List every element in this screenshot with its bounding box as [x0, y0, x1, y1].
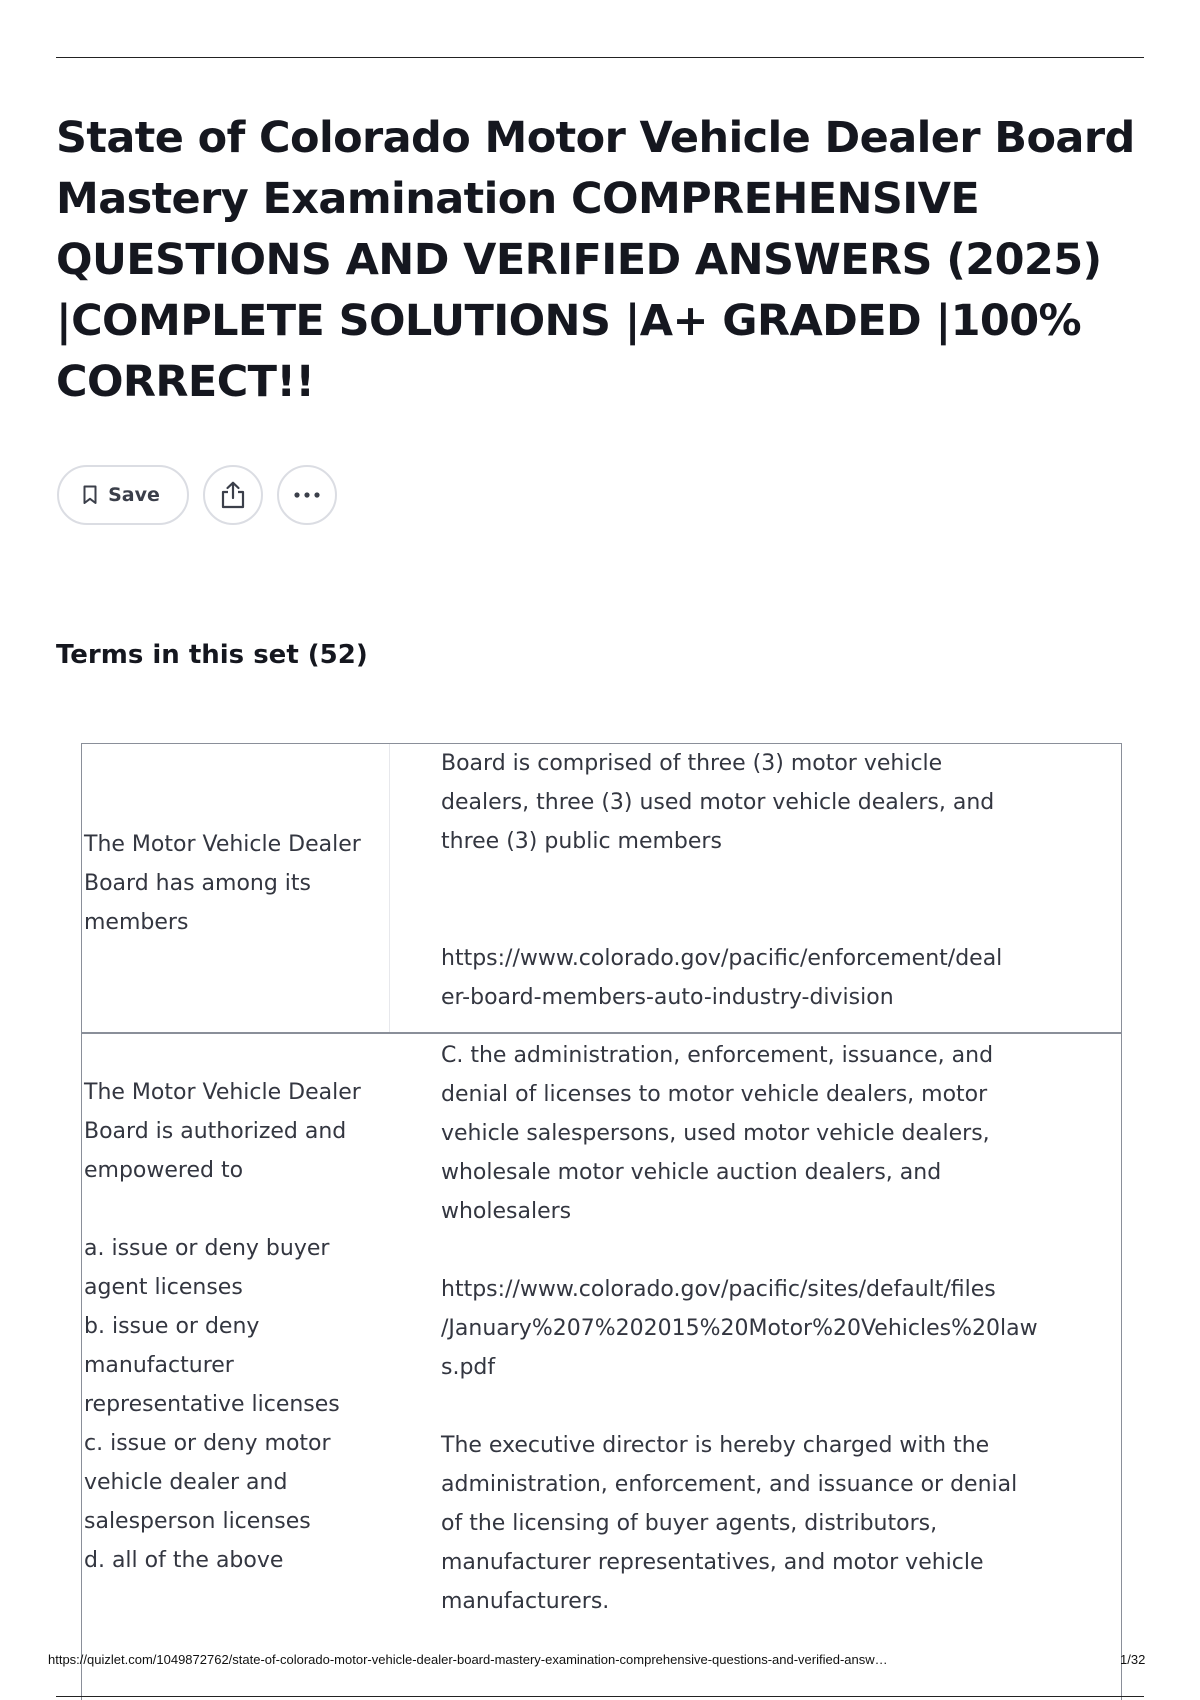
definition-text: Board is comprised of three (3) motor vehicle dealers, three (3) used motor vehicle dealers, and three (3) public members https://www.colorado.gov/pacific/enforcement/deal er-board-members-auto-industry-division: [441, 751, 1003, 1010]
save-label: Save: [108, 484, 160, 506]
bookmark-icon: [82, 485, 98, 505]
header-divider: [56, 57, 1144, 58]
term-text: The Motor Vehicle Dealer Board is authorized and empowered to a. issue or deny buyer agent licenses b. issue or deny manufacturer representative licenses c. issue or deny motor vehicle dealer and salesperson licenses d. all of the above: [84, 1080, 361, 1573]
more-icon: [293, 491, 321, 499]
save-button[interactable]: [57, 465, 189, 525]
more-options-button[interactable]: [277, 465, 337, 525]
page-number: 1/32: [1120, 1652, 1146, 1667]
action-bar: [57, 465, 337, 525]
term-row: [82, 1036, 1121, 1700]
footer-divider: [56, 1696, 1144, 1697]
definition-text: C. the administration, enforcement, issuance, and denial of licenses to motor vehicle dealers, motor vehicle salespersons, used motor vehicle dealers, wholesale motor vehicle auction dealers, and wholesalers https://www.colorado.gov/pacific/sites/default/files /January%207%202015%20Motor%20Vehicles%20law s.pdf The executive director is hereby charged with the administration, enforcement, and issuance or denial of the licensing of buyer agents, distributors, manufacturer representatives, and motor vehicle manufacturers.: [441, 1043, 1038, 1614]
terms-table: [81, 743, 1122, 1700]
share-button[interactable]: [203, 465, 263, 525]
print-url: https://quizlet.com/1049872762/state-of-colorado-motor-vehicle-dealer-board-mastery-examination-comprehensive-questions-and-verified-answ…: [48, 1652, 888, 1667]
term-text: The Motor Vehicle Dealer Board has among its members: [84, 832, 361, 935]
share-icon: [220, 481, 246, 509]
term-row: [82, 743, 1121, 1034]
terms-heading: Terms in this set (52): [56, 640, 368, 670]
page-title: State of Colorado Motor Vehicle Dealer Board Mastery Examination COMPREHENSIVE QUESTIONS AND VERIFIED ANSWERS (2025) |COMPLETE SOLUTIONS |A+ GRADED |100% CORRECT!!: [56, 113, 1135, 407]
